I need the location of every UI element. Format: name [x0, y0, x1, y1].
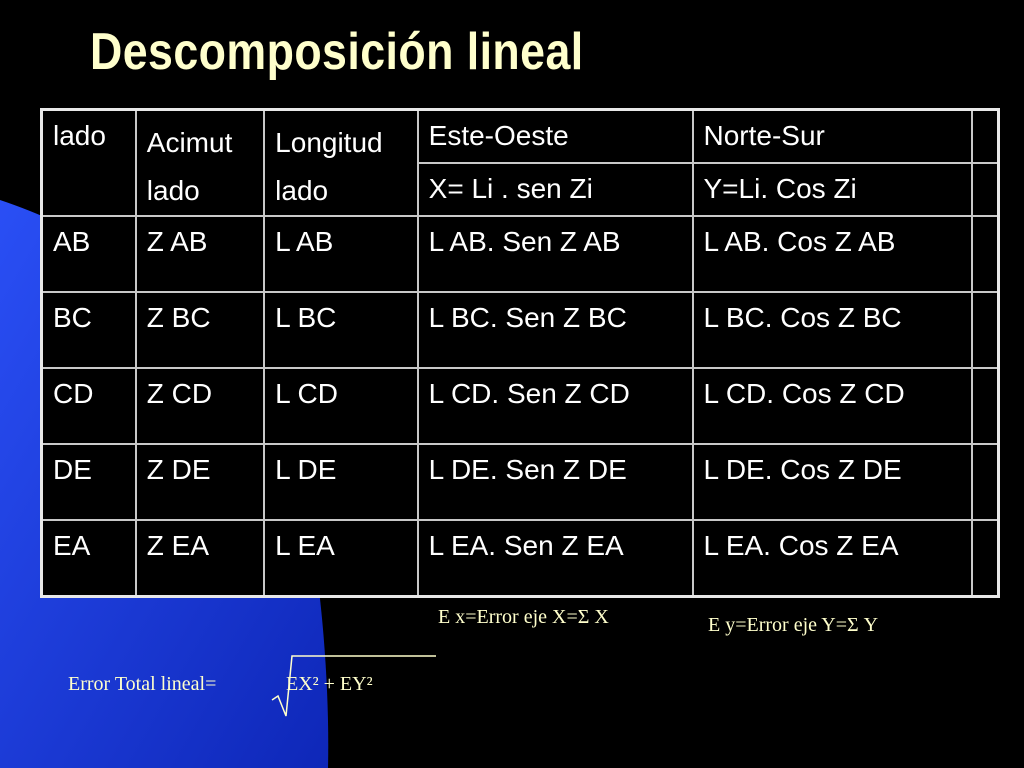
- header-y-formula: Y=Li. Cos Zi: [693, 163, 973, 216]
- header-longitud: [264, 110, 417, 217]
- cell-x: L AB. Sen Z AB: [418, 216, 693, 292]
- error-x-note: E x=Error eje X=Σ X: [438, 606, 609, 628]
- cell-y: L EA. Cos Z EA: [693, 520, 973, 596]
- header-longitud-line2: lado: [275, 175, 329, 206]
- header-acimut-line2: lado: [146, 175, 200, 206]
- cell-lado: AB: [42, 216, 136, 292]
- cell-lado: EA: [42, 520, 136, 596]
- cell-x: L DE. Sen Z DE: [418, 444, 693, 520]
- table-row: [42, 216, 999, 292]
- cell-x: L CD. Sen Z CD: [418, 368, 693, 444]
- decomposition-table: [40, 108, 1000, 598]
- table-row: [42, 368, 999, 444]
- error-y-note: E y=Error eje Y=Σ Y: [708, 614, 879, 636]
- cell-extra: [972, 216, 998, 292]
- total-error-expression: EX² + EY²: [286, 673, 373, 695]
- cell-x: L EA. Sen Z EA: [418, 520, 693, 596]
- cell-longitud: L DE: [264, 444, 417, 520]
- cell-y: L CD. Cos Z CD: [693, 368, 973, 444]
- cell-extra: [972, 368, 998, 444]
- cell-y: L AB. Cos Z AB: [693, 216, 973, 292]
- cell-longitud: L EA: [264, 520, 417, 596]
- table-row: [42, 444, 999, 520]
- table-row: [42, 292, 999, 368]
- cell-extra: [972, 520, 998, 596]
- formula-extra-cell: [972, 163, 998, 216]
- cell-acimut: Z EA: [136, 520, 264, 596]
- slide-title: Descomposición lineal: [90, 23, 584, 81]
- total-error-label: Error Total lineal=: [68, 673, 217, 695]
- cell-lado: DE: [42, 444, 136, 520]
- header-este-oeste: Este-Oeste: [418, 110, 693, 163]
- cell-longitud: L AB: [264, 216, 417, 292]
- cell-longitud: L CD: [264, 368, 417, 444]
- cell-y: L BC. Cos Z BC: [693, 292, 973, 368]
- cell-extra: [972, 444, 998, 520]
- cell-lado: CD: [42, 368, 136, 444]
- cell-acimut: Z DE: [136, 444, 264, 520]
- header-acimut: [136, 110, 264, 217]
- cell-acimut: Z CD: [136, 368, 264, 444]
- cell-acimut: Z AB: [136, 216, 264, 292]
- cell-acimut: Z BC: [136, 292, 264, 368]
- cell-extra: [972, 292, 998, 368]
- cell-longitud: L BC: [264, 292, 417, 368]
- cell-x: L BC. Sen Z BC: [418, 292, 693, 368]
- cell-lado: BC: [42, 292, 136, 368]
- header-norte-sur: Norte-Sur: [693, 110, 973, 163]
- header-row: [42, 110, 999, 163]
- cell-y: L DE. Cos Z DE: [693, 444, 973, 520]
- header-acimut-line1: Acimut: [146, 127, 233, 158]
- header-longitud-line1: Longitud: [275, 127, 383, 158]
- header-lado: lado: [42, 110, 136, 217]
- header-x-formula: X= Li . sen Zi: [418, 163, 693, 216]
- header-extra-cell: [972, 110, 998, 163]
- table-row: [42, 520, 999, 596]
